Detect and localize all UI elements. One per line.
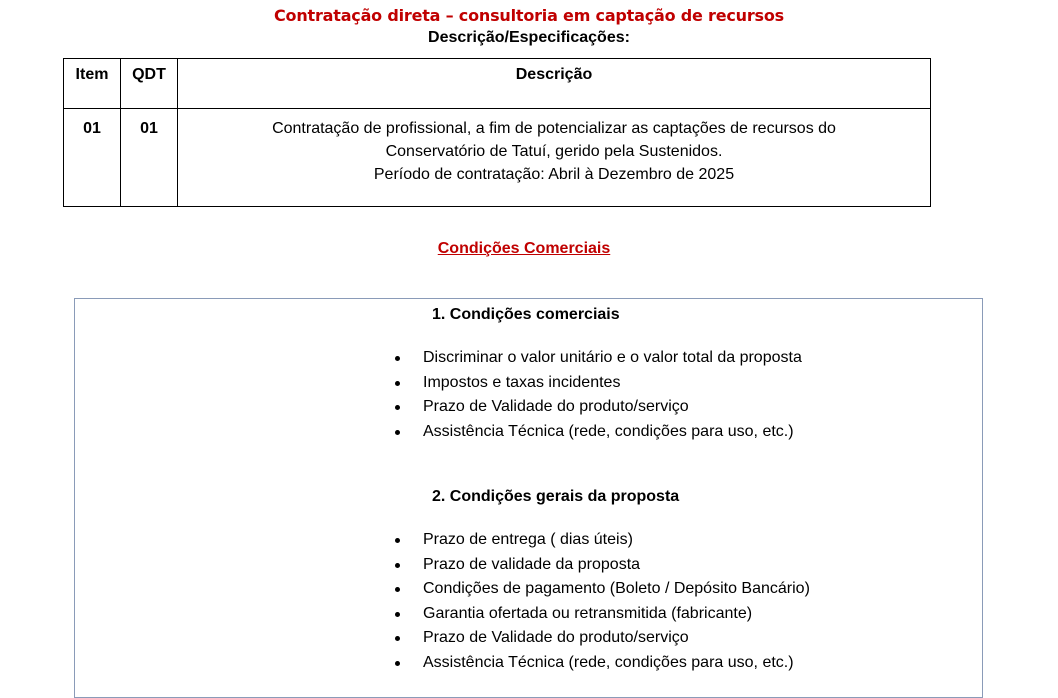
table-header-row xyxy=(64,59,931,109)
description-line: Conservatório de Tatuí, gerido pela Sustenidos. xyxy=(385,143,723,160)
list-item: Prazo de Validade do produto/serviço xyxy=(393,626,810,651)
bullet-icon xyxy=(395,661,400,666)
general-conditions-list xyxy=(393,528,810,676)
bullet-icon xyxy=(395,538,400,543)
list-item: Impostos e taxas incidentes xyxy=(393,371,802,396)
bullet-icon xyxy=(395,430,400,435)
list-item: Prazo de validade da proposta xyxy=(393,553,810,578)
column-header-item: Item xyxy=(64,59,121,109)
bullet-icon xyxy=(395,587,400,592)
cell-qdt: 01 xyxy=(121,109,178,207)
commercial-conditions-list xyxy=(393,346,802,444)
conditions-heading: Condições Comerciais xyxy=(437,240,611,257)
column-header-description: Descrição xyxy=(178,59,931,109)
cell-item: 01 xyxy=(64,109,121,207)
specification-table xyxy=(63,58,931,207)
column-header-qdt: QDT xyxy=(121,59,178,109)
page-title: Contratação direta – consultoria em captação de recursos xyxy=(273,6,784,25)
conditions-box xyxy=(74,298,983,698)
bullet-icon xyxy=(395,563,400,568)
cell-description xyxy=(178,109,931,207)
list-item: Discriminar o valor unitário e o valor total da proposta xyxy=(393,346,802,371)
description-line: Período de contratação: Abril à Dezembro de 2025 xyxy=(373,166,735,183)
list-item: Condições de pagamento (Boleto / Depósito Bancário) xyxy=(393,577,810,602)
bullet-icon xyxy=(395,356,400,361)
section-heading-general: 2. Condições gerais da proposta xyxy=(432,488,680,505)
list-item: Garantia ofertada ou retransmitida (fabricante) xyxy=(393,602,810,627)
list-item: Prazo de entrega ( dias úteis) xyxy=(393,528,810,553)
bullet-icon xyxy=(395,612,400,617)
page-subtitle: Descrição/Especificações: xyxy=(428,29,630,46)
bullet-icon xyxy=(395,381,400,386)
list-item: Prazo de Validade do produto/serviço xyxy=(393,395,802,420)
table-row xyxy=(64,109,931,207)
list-item: Assistência Técnica (rede, condições para uso, etc.) xyxy=(393,420,802,445)
section-heading-commercial: 1. Condições comerciais xyxy=(432,306,620,323)
bullet-icon xyxy=(395,405,400,410)
description-line: Contratação de profissional, a fim de potencializar as captações de recursos do xyxy=(272,120,836,137)
bullet-icon xyxy=(395,636,400,641)
list-item: Assistência Técnica (rede, condições para uso, etc.) xyxy=(393,651,810,676)
